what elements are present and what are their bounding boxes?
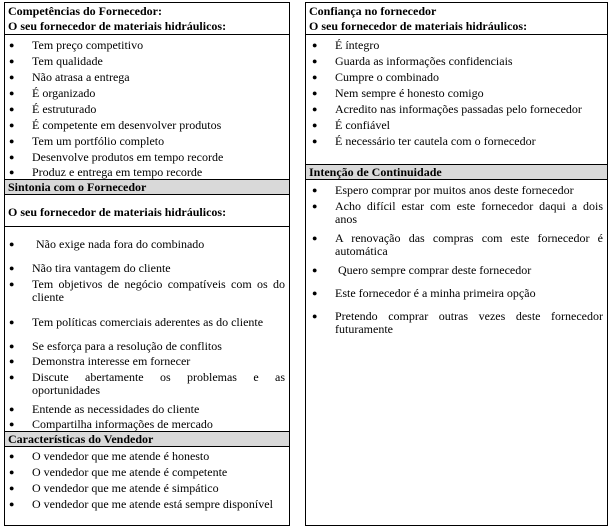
divider	[5, 34, 289, 35]
list-item: É organizado	[32, 86, 96, 100]
section-title-sintonia: Sintonia com o Fornecedor	[8, 180, 147, 194]
section-title-intencao: Intenção de Continuidade	[309, 165, 442, 179]
list-item: Acho difícil estar com este fornecedor daqui a dois anos	[335, 199, 603, 226]
section-subtitle-competencias: O seu fornecedor de materiais hidráulicos:	[8, 19, 227, 33]
section-title-caracteristicas: Características do Vendedor	[8, 432, 154, 446]
list-item: Nem sempre é honesto comigo	[335, 86, 484, 100]
list-item: Acredito nas informações passadas pelo fornecedor	[335, 102, 582, 116]
list-item: O vendedor que me atende é honesto	[32, 449, 210, 463]
list-item: É íntegro	[335, 38, 380, 52]
list-item: Demonstra interesse em fornecer	[32, 354, 191, 368]
list-item: Tem políticas comerciais aderentes as do cliente	[32, 315, 264, 329]
bullet-icon: ●	[9, 404, 15, 414]
bullet-icon: ●	[312, 56, 318, 66]
list-item: Espero comprar por muitos anos deste fornecedor	[335, 183, 574, 197]
list-item: Tem um portfólio completo	[32, 134, 165, 148]
list-item: Quero sempre comprar deste fornecedor	[338, 263, 532, 277]
bullet-icon: ●	[9, 136, 15, 146]
bullet-icon: ●	[9, 419, 15, 429]
bullet-icon: ●	[9, 317, 15, 327]
bullet-icon: ●	[9, 372, 15, 382]
bullet-icon: ●	[9, 467, 15, 477]
bullet-icon: ●	[9, 451, 15, 461]
list-item: É estruturado	[32, 102, 97, 116]
list-item: A renovação das compras com este fornecedor é automática	[335, 231, 603, 258]
list-item: Este fornecedor é a minha primeira opção	[335, 286, 536, 300]
divider	[306, 34, 607, 35]
bullet-icon: ●	[9, 341, 15, 351]
bullet-icon: ●	[312, 311, 318, 321]
list-item: Não exige nada fora do combinado	[36, 237, 205, 251]
bullet-icon: ●	[9, 483, 15, 493]
list-item: Tem qualidade	[32, 54, 103, 68]
bullet-icon: ●	[9, 56, 15, 66]
bullet-icon: ●	[312, 265, 318, 275]
list-item: Desenvolve produtos em tempo recorde	[32, 150, 224, 164]
list-item: Não tira vantagem do cliente	[32, 261, 171, 275]
list-item: É confiável	[335, 118, 390, 132]
list-item: Compartilha informações de mercado	[32, 417, 213, 431]
list-item: Entende as necessidades do cliente	[32, 402, 200, 416]
bullet-icon: ●	[312, 233, 318, 243]
bullet-icon: ●	[9, 88, 15, 98]
list-item: O vendedor que me atende está sempre disponível	[32, 497, 273, 511]
bullet-icon: ●	[9, 356, 15, 366]
bullet-icon: ●	[312, 120, 318, 130]
list-item: Tem objetivos de negócio compatíveis com os do cliente	[32, 277, 285, 304]
section-subtitle-confianca: O seu fornecedor de materiais hidráulicos:	[309, 19, 528, 33]
divider	[5, 226, 289, 227]
list-item: Discute abertamente os problemas e as oportunidades	[32, 370, 285, 397]
bullet-icon: ●	[9, 239, 15, 249]
bullet-icon: ●	[312, 104, 318, 114]
bullet-icon: ●	[9, 167, 15, 177]
section-title-competencias: Competências do Fornecedor:	[8, 4, 162, 18]
bullet-icon: ●	[9, 279, 15, 289]
list-item: O vendedor que me atende é simpático	[32, 481, 219, 495]
bullet-icon: ●	[9, 263, 15, 273]
list-item: É competente em desenvolver produtos	[32, 118, 222, 132]
section-subtitle-sintonia: O seu fornecedor de materiais hidráulicos:	[8, 205, 227, 219]
bullet-icon: ●	[9, 104, 15, 114]
bullet-icon: ●	[312, 288, 318, 298]
bullet-icon: ●	[312, 136, 318, 146]
right-column	[305, 2, 608, 526]
bullet-icon: ●	[9, 499, 15, 509]
left-column	[4, 2, 290, 526]
bullet-icon: ●	[9, 40, 15, 50]
list-item: Produz e entrega em tempo recorde	[32, 165, 203, 179]
list-item: Cumpre o combinado	[335, 70, 439, 84]
list-item: Guarda as informações confidenciais	[335, 54, 513, 68]
list-item: Se esforça para a resolução de conflitos	[32, 339, 222, 353]
list-item: Não atrasa a entrega	[32, 70, 130, 84]
bullet-icon: ●	[9, 72, 15, 82]
bullet-icon: ●	[9, 120, 15, 130]
bullet-icon: ●	[312, 88, 318, 98]
section-title-confianca: Confiança no fornecedor	[309, 4, 437, 18]
list-item: Pretendo comprar outras vezes deste fornecedor futuramente	[335, 309, 603, 336]
bullet-icon: ●	[312, 201, 318, 211]
list-item: Tem preço competitivo	[32, 38, 144, 52]
bullet-icon: ●	[312, 72, 318, 82]
list-item: O vendedor que me atende é competente	[32, 465, 228, 479]
bullet-icon: ●	[312, 185, 318, 195]
bullet-icon: ●	[9, 152, 15, 162]
list-item: É necessário ter cautela com o fornecedor	[335, 134, 536, 148]
bullet-icon: ●	[312, 40, 318, 50]
